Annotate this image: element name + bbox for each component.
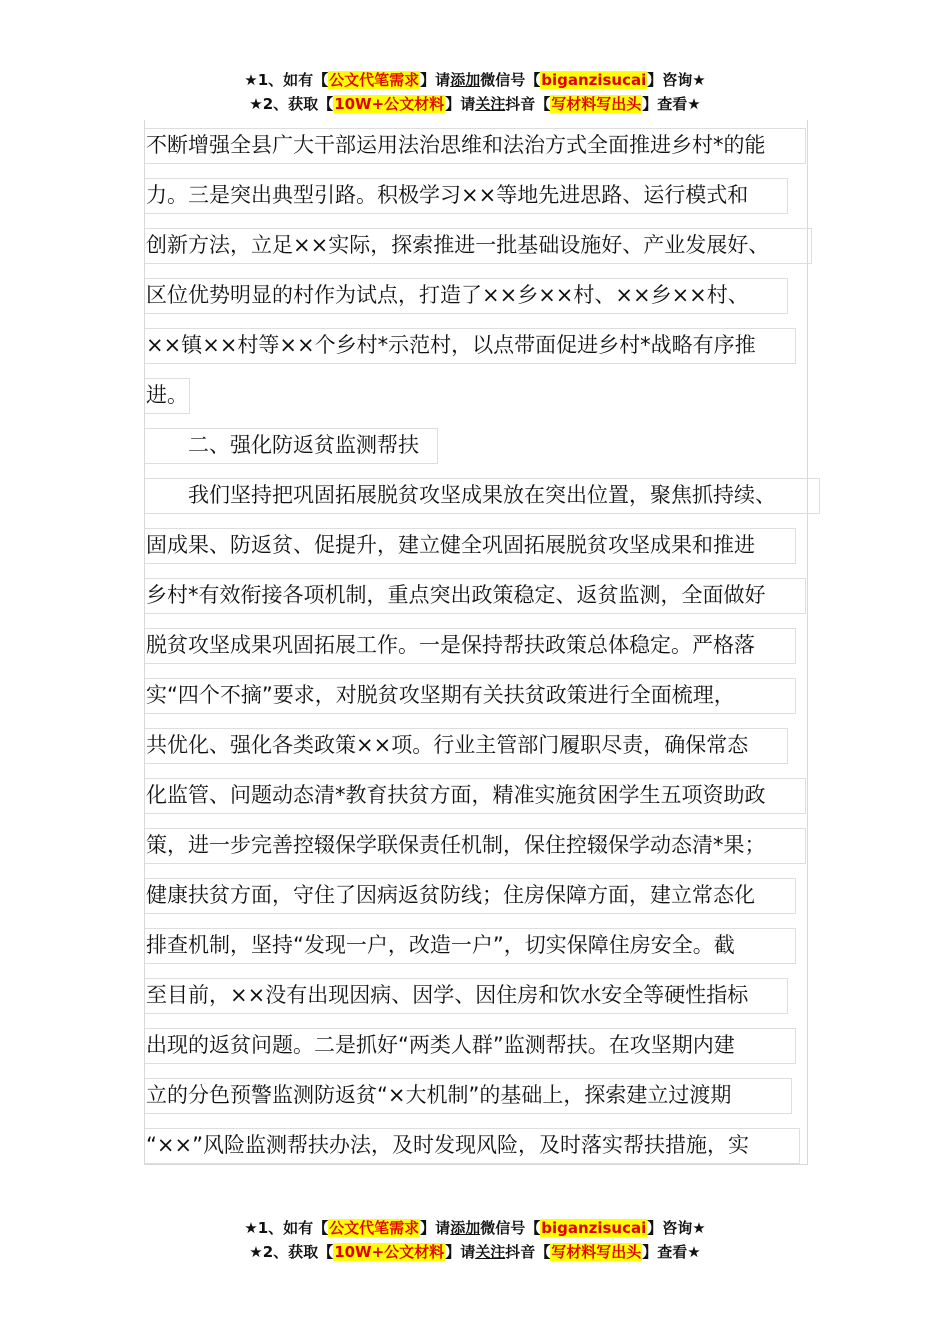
body-line: 进。 — [145, 370, 188, 420]
body-line: 共优化、强化各类政策××项。行业主管部门履职尽责，确保常态 — [145, 720, 748, 770]
body-line: 创新方法，立足××实际，探索推进一批基础设施好、产业发展好、 — [145, 220, 769, 270]
banner-line-1: ★1、如有【公文代笔需求】请添加微信号【biganzisucai】咨询★ — [244, 1219, 706, 1237]
body-line: 区位优势明显的村作为试点，打造了××乡××村、××乡××村、 — [145, 270, 749, 320]
document-body — [144, 120, 808, 1165]
body-line: 脱贫攻坚成果巩固拓展工作。一是保持帮扶政策总体稳定。严格落 — [145, 620, 755, 670]
body-line: 实“四个不摘”要求，对脱贫攻坚期有关扶贫政策进行全面梳理， — [145, 670, 735, 720]
body-line: 立的分色预警监测防返贫“×大机制”的基础上，探索建立过渡期 — [145, 1070, 731, 1120]
banner-line-2: ★2、获取【10W+公文材料】请关注抖音【写材料写出头】查看★ — [249, 1243, 701, 1261]
body-line: “××”风险监测帮扶办法，及时发现风险，及时落实帮扶措施，实 — [145, 1120, 749, 1170]
highlight-service: 公文代笔需求 — [329, 1219, 420, 1237]
body-line: 排查机制，坚持“发现一户，改造一户”，切实保障住房安全。截 — [145, 920, 735, 970]
highlight-service: 公文代笔需求 — [329, 71, 420, 89]
wechat-id: biganzisucai — [541, 1219, 647, 1237]
douyin-account: 写材料写出头 — [551, 95, 642, 113]
body-line: 出现的返贫问题。二是抓好“两类人群”监测帮扶。在攻坚期内建 — [145, 1020, 735, 1070]
highlight-materials: 10W+公文材料 — [334, 95, 445, 113]
body-line: 力。三是突出典型引路。积极学习××等地先进思路、运行模式和 — [145, 170, 748, 220]
body-line: 健康扶贫方面，守住了因病返贫防线；住房保障方面，建立常态化 — [145, 870, 755, 920]
banner-line-1: ★1、如有【公文代笔需求】请添加微信号【biganzisucai】咨询★ — [244, 71, 706, 89]
section-heading: 二、强化防返贫监测帮扶 — [145, 420, 419, 470]
body-line: 不断增强全县广大干部运用法治思维和法治方式全面推进乡村*的能 — [145, 120, 766, 170]
douyin-account: 写材料写出头 — [551, 1243, 642, 1261]
highlight-materials: 10W+公文材料 — [334, 1243, 445, 1261]
body-line: 我们坚持把巩固拓展脱贫攻坚成果放在突出位置，聚焦抓持续、 — [145, 470, 776, 520]
wechat-id: biganzisucai — [541, 71, 647, 89]
body-line: 固成果、防返贫、促提升，建立健全巩固拓展脱贫攻坚成果和推进 — [145, 520, 755, 570]
header-banner — [0, 68, 950, 116]
body-line: 乡村*有效衔接各项机制，重点突出政策稳定、返贫监测，全面做好 — [145, 570, 766, 620]
body-line: 化监管、问题动态清*教育扶贫方面，精准实施贫困学生五项资助政 — [145, 770, 766, 820]
banner-line-2: ★2、获取【10W+公文材料】请关注抖音【写材料写出头】查看★ — [249, 95, 701, 113]
footer-banner — [0, 1216, 950, 1264]
body-line: 策，进一步完善控辍保学联保责任机制，保住控辍保学动态清*果； — [145, 820, 766, 870]
body-line: 至目前，××没有出现因病、因学、因住房和饮水安全等硬性指标 — [145, 970, 748, 1020]
body-line: ××镇××村等××个乡村*示范村，以点带面促进乡村*战略有序推 — [145, 320, 756, 370]
